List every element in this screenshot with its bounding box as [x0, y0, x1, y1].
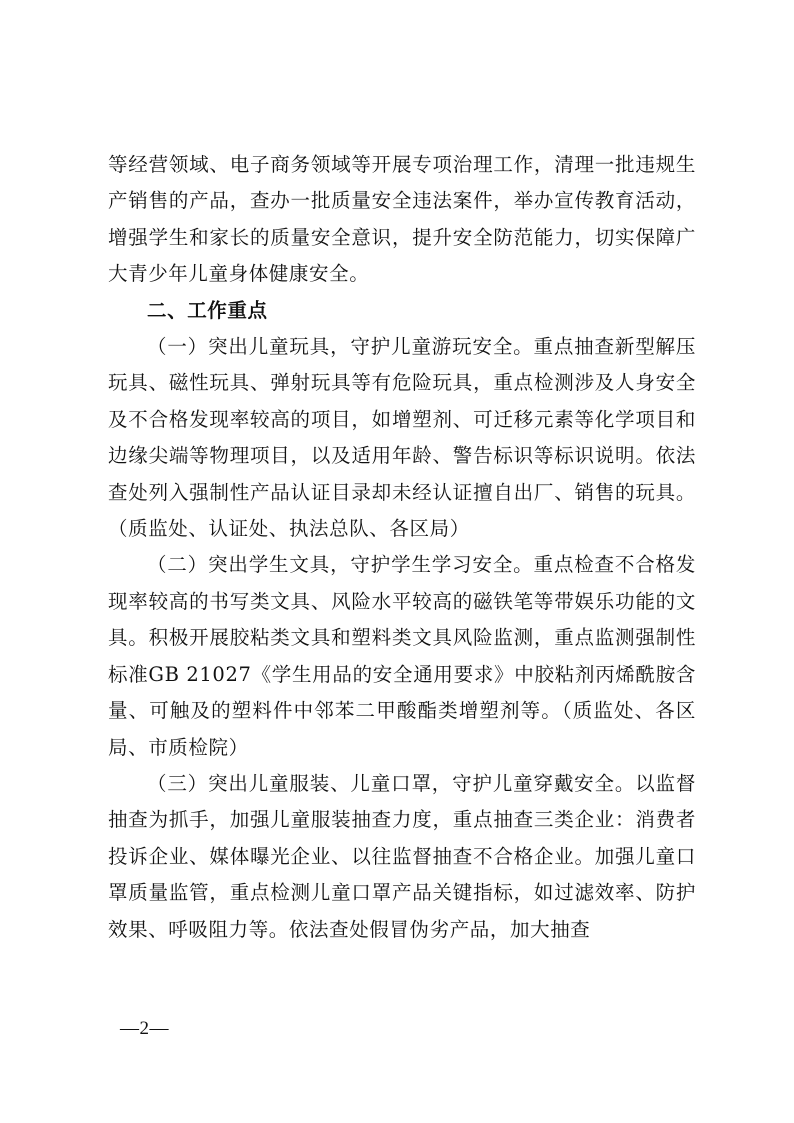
paragraph-intro-continued: 等经营领域、电子商务领域等开展专项治理工作，清理一批违规生产销售的产品，查办一批质量安全违法案件，举办宣传教育活动，增强学生和家长的质量安全意识，提升安全防范能力，切实保障广大青少年儿童身体健康安全。 — [108, 153, 696, 286]
paragraph-clothing-masks: （三）突出儿童服装、儿童口罩，守护儿童穿戴安全。以监督抽查为抓手，加强儿童服装抽查力度，重点抽查三类企业：消费者投诉企业、媒体曝光企业、以往监督抽查不合格企业。加强儿童口罩质量监管，重点检测儿童口罩产品关键指标，如过滤效率、防护效果、呼吸阻力等。依法查处假冒伪劣产品，加大抽查 — [108, 771, 696, 941]
document-body — [108, 147, 696, 948]
paragraph-stationery: （二）突出学生文具，守护学生学习安全。重点检查不合格发现率较高的书写类文具、风险水平较高的磁铁笔等带娱乐功能的文具。积极开展胶粘类文具和塑料类文具风险监测，重点监测强制性标准GB 21027《学生用品的安全通用要求》中胶粘剂丙烯酰胺含量、可触及的塑料件中邻苯二甲酸酯类增塑剂等。（质监处、各区局、市质检院） — [108, 553, 696, 759]
paragraph-toys: （一）突出儿童玩具，守护儿童游玩安全。重点抽查新型解压玩具、磁性玩具、弹射玩具等有危险玩具，重点检测涉及人身安全及不合格发现率较高的项目，如增塑剂、可迁移元素等化学项目和边缘尖端等物理项目，以及适用年龄、警告标识等标识说明。依法查处列入强制性产品认证目录却未经认证擅自出厂、销售的玩具。（质监处、认证处、执法总队、各区局） — [108, 335, 696, 541]
section-heading-work-focus: 二、工作重点 — [147, 298, 268, 322]
page-number: —2— — [120, 1018, 169, 1039]
